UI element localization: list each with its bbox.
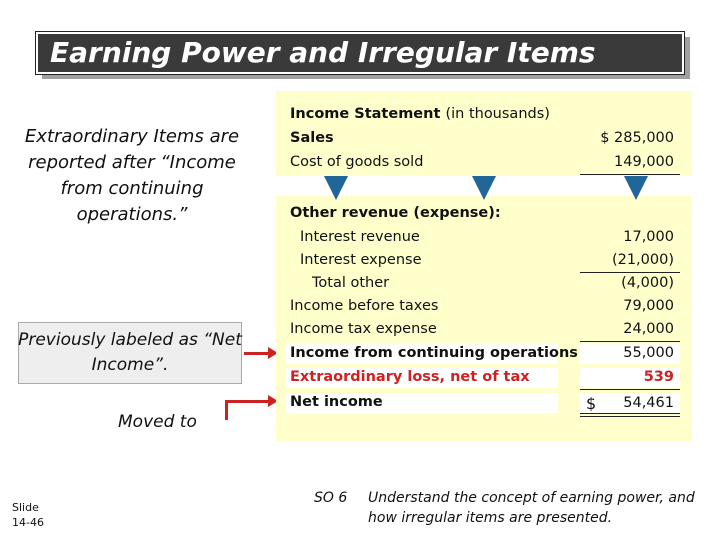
slide-title: Earning Power and Irregular Items: [50, 36, 596, 69]
row-label-net-income: Net income: [290, 394, 383, 410]
row-label-continuing-ops: Income from continuing operations: [290, 345, 578, 361]
row-value-interest-revenue: 17,000: [623, 229, 674, 245]
slide-number-value: 14-46: [12, 516, 44, 529]
row-label-cogs: Cost of goods sold: [290, 154, 424, 170]
row-value-income-before-taxes: 79,000: [623, 298, 674, 314]
extraordinary-note: Extraordinary Items are reported after “Income from continuing operations.”: [24, 126, 240, 225]
title-banner: [36, 32, 684, 74]
row-label-extraordinary-loss: Extraordinary loss, net of tax: [290, 369, 530, 385]
slide-label: Slide: [12, 501, 39, 514]
study-objective-label: SO 6: [314, 490, 348, 506]
row-label-interest-revenue: Interest revenue: [300, 229, 420, 245]
underline-rule: [580, 272, 680, 273]
underline-rule: [580, 341, 680, 342]
arrow-moved-stem: [225, 400, 228, 420]
study-objective-text: Understand the concept of earning power, and how irregular items are presented.: [368, 490, 695, 526]
underline-rule: [580, 389, 680, 390]
row-value-sales: $ 285,000: [600, 130, 674, 146]
row-label-interest-expense: Interest expense: [300, 252, 422, 268]
moved-to-label: Moved to: [118, 412, 197, 432]
statement-heading: [290, 106, 550, 122]
arrow-previous-line: [244, 352, 270, 355]
underline-rule: [580, 174, 680, 175]
statement-heading-text: Income Statement: [290, 106, 441, 122]
previous-label-text: Previously labeled as “Net Income”.: [18, 330, 242, 375]
statement-units: (in thousands): [445, 106, 550, 122]
down-triangle-marker-icon: [624, 176, 648, 200]
slide-number: [12, 500, 44, 530]
row-label-sales: Sales: [290, 130, 334, 146]
down-triangle-marker-icon: [324, 176, 348, 200]
double-underline: [580, 413, 680, 417]
arrow-moved-line: [225, 400, 270, 403]
row-value-cogs: 149,000: [614, 154, 674, 170]
down-triangle-marker-icon: [472, 176, 496, 200]
row-value-net-income: 54,461: [623, 395, 674, 411]
row-value-income-tax: 24,000: [623, 321, 674, 337]
row-label-total-other: Total other: [312, 275, 390, 291]
row-value-continuing-ops: 55,000: [623, 345, 674, 361]
row-value-interest-expense: (21,000): [611, 252, 674, 268]
row-label-income-before-taxes: Income before taxes: [290, 298, 439, 314]
row-value-extraordinary-loss: 539: [643, 369, 674, 385]
row-value-total-other: (4,000): [621, 275, 674, 291]
row-label-income-tax: Income tax expense: [290, 321, 437, 337]
row-label-other: Other revenue (expense):: [290, 205, 501, 221]
row-dollar-net-income: $: [586, 394, 597, 413]
